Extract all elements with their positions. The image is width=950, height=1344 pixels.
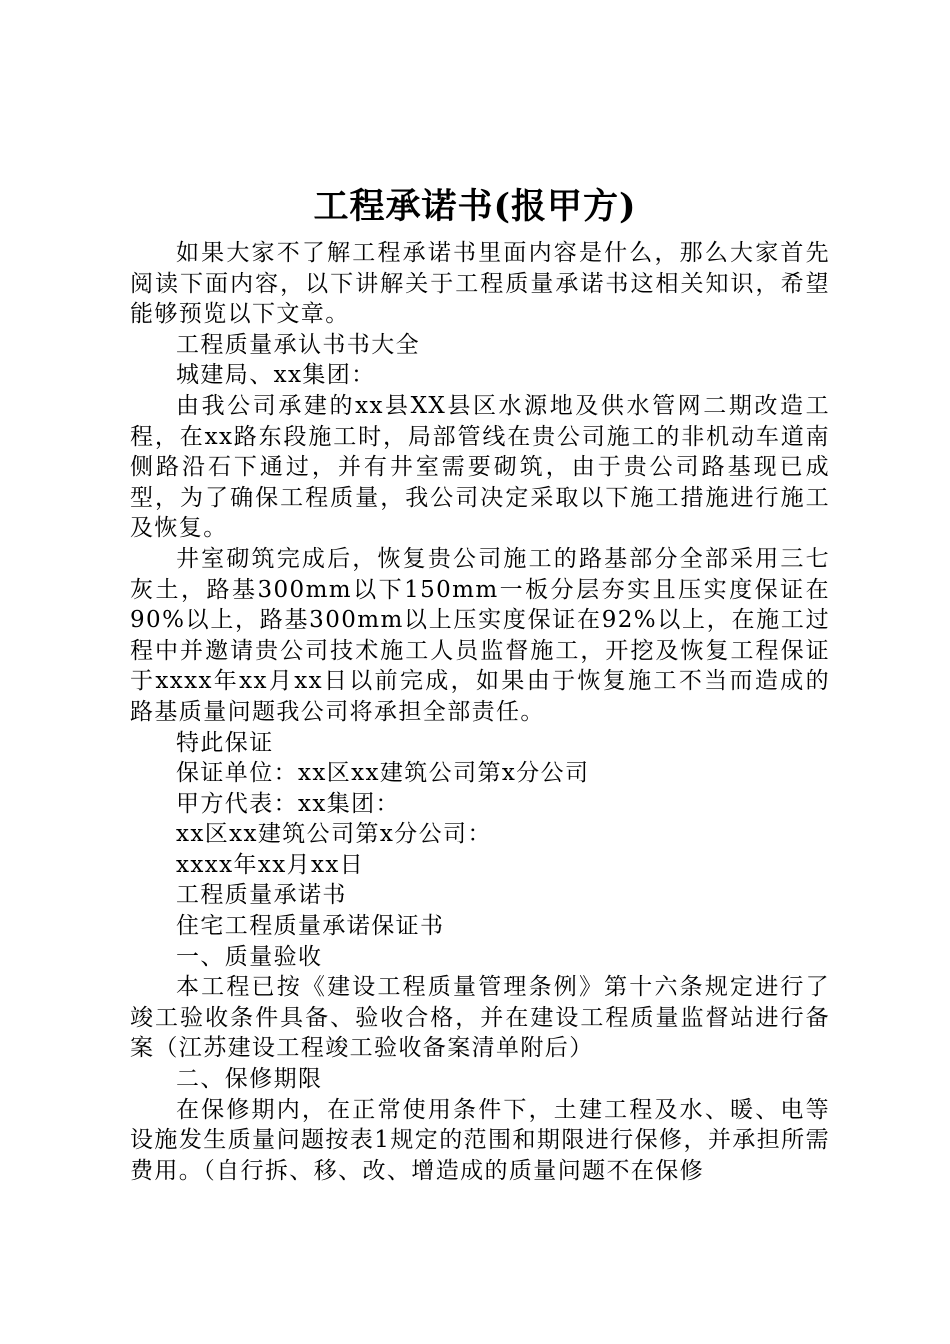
document-body: [130, 238, 830, 1186]
party-a-representative-line: 甲方代表：xx集团：: [176, 790, 400, 817]
section-heading-acceptance: 一、质量验收: [176, 943, 323, 970]
construction-description-paragraph: 由我公司承建的xx县XX县区水源地及供水管网二期改造工程，在xx路东段施工时，局部管线在贵公司施工的非机动车道南侧路沿石下通过，并有井室需要砌筑，由于贵公司路基现已成型，为了确保工程质量，我公司决定采取以下施工措施进行施工及恢复。: [130, 392, 830, 542]
heading-quality-commitment-collection: 工程质量承认书书大全: [176, 331, 420, 358]
date-line: xxxx年xx月xx日: [176, 851, 365, 878]
branch-company-line: xx区xx建筑公司第x分公司：: [176, 821, 492, 848]
addressee-line: 城建局、xx集团：: [176, 362, 376, 389]
acceptance-paragraph: 本工程已按《建设工程质量管理条例》第十六条规定进行了竣工验收条件具备、验收合格，并在建设工程质量监督站进行备案（江苏建设工程竣工验收备案清单附后）: [130, 974, 830, 1062]
guarantee-statement: 特此保证: [176, 729, 274, 756]
heading-residential-guarantee: 住宅工程质量承诺保证书: [176, 913, 445, 940]
restoration-measures-paragraph: 井室砌筑完成后，恢复贵公司施工的路基部分全部采用三七灰土，路基300mm以下150mm一板分层夯实且压实度保证在90%以上，路基300mm以上压实度保证在92%以上，在施工过程中并邀请贵公司技术施工人员监督施工，开挖及恢复工程保证于xxxx年xx月xx日以前完成，如果由于恢复施工不当而造成的路基质量问题我公司将承担全部责任。: [130, 545, 830, 725]
document-title: 工程承诺书(报甲方): [313, 186, 637, 227]
guarantor-line: 保证单位：xx区xx建筑公司第x分公司: [176, 760, 590, 787]
intro-paragraph: 如果大家不了解工程承诺书里面内容是什么，那么大家首先阅读下面内容，以下讲解关于工程质量承诺书这相关知识，希望能够预览以下文章。: [130, 240, 830, 328]
section-heading-warranty-period: 二、保修期限: [176, 1066, 323, 1093]
warranty-paragraph: 在保修期内，在正常使用条件下，土建工程及水、暖、电等设施发生质量问题按表1规定的范围和期限进行保修，并承担所需费用。（自行拆、移、改、增造成的质量问题不在保修: [130, 1096, 830, 1184]
heading-quality-commitment: 工程质量承诺书: [176, 882, 347, 909]
